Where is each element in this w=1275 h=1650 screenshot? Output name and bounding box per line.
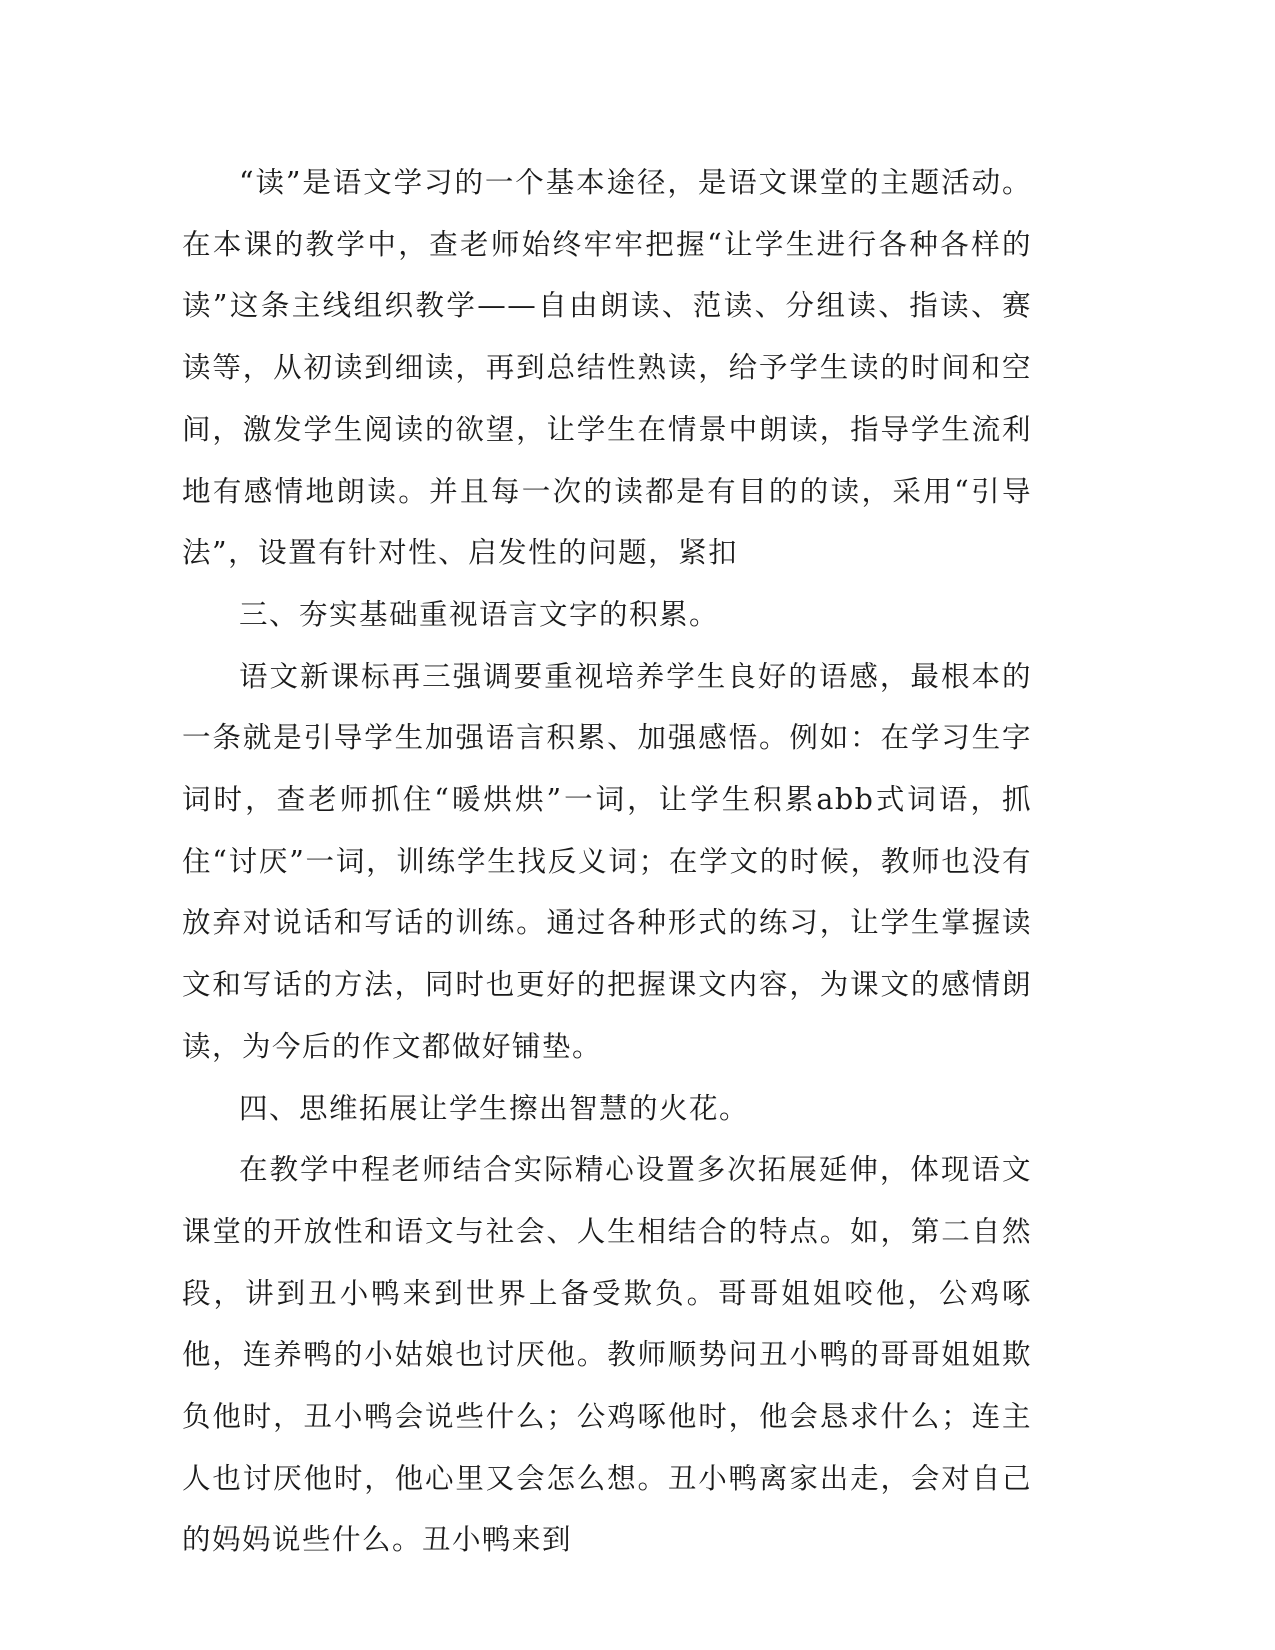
paragraph-thinking-extension: 在教学中程老师结合实际精心设置多次拓展延伸，体现语文课堂的开放性和语文与社会、人生相结合的特点。如，第二自然段，讲到丑小鸭来到世界上备受欺负。哥哥姐姐咬他，公鸡啄他，连养鸭的小姑娘也讨厌他。教师顺势问丑小鸭的哥哥姐姐欺负他时，丑小鸭会说些什么；公鸡啄他时，他会恳求什么；连主人也讨厌他时，他心里又会怎么想。丑小鸭离家出走，会对自己的妈妈说些什么。丑小鸭来到 <box>182 1153 1032 1557</box>
section-heading-four: 四、思维拓展让学生擦出智慧的火花。 <box>239 1091 750 1125</box>
paragraph-reading-approach: “读”是语文学习的一个基本途径，是语文课堂的主题活动。在本课的教学中，查老师始终牢牢把握“让学生进行各种各样的读”这条主线组织教学——自由朗读、范读、分组读、指读、赛读等，从初读到细读，再到总结性熟读，给予学生读的时间和空间，激发学生阅读的欲望，让学生在情景中朗读，指导学生流利地有感情地朗读。并且每一次的读都是有目的的读，采用“引导法”，设置有针对性、启发性的问题，紧扣 <box>182 166 1032 570</box>
document-body <box>182 152 1032 1571</box>
paragraph-language-accumulation: 语文新课标再三强调要重视培养学生良好的语感，最根本的一条就是引导学生加强语言积累、加强感悟。例如：在学习生字词时，查老师抓住“暖烘烘”一词，让学生积累abb式词语，抓住“讨厌”一词，训练学生找反义词；在学文的时候，教师也没有放弃对说话和写话的训练。通过各种形式的练习，让学生掌握读文和写话的方法，同时也更好的把握课文内容，为课文的感情朗读，为今后的作文都做好铺垫。 <box>182 659 1032 1063</box>
section-heading-three: 三、夯实基础重视语言文字的积累。 <box>239 597 720 631</box>
